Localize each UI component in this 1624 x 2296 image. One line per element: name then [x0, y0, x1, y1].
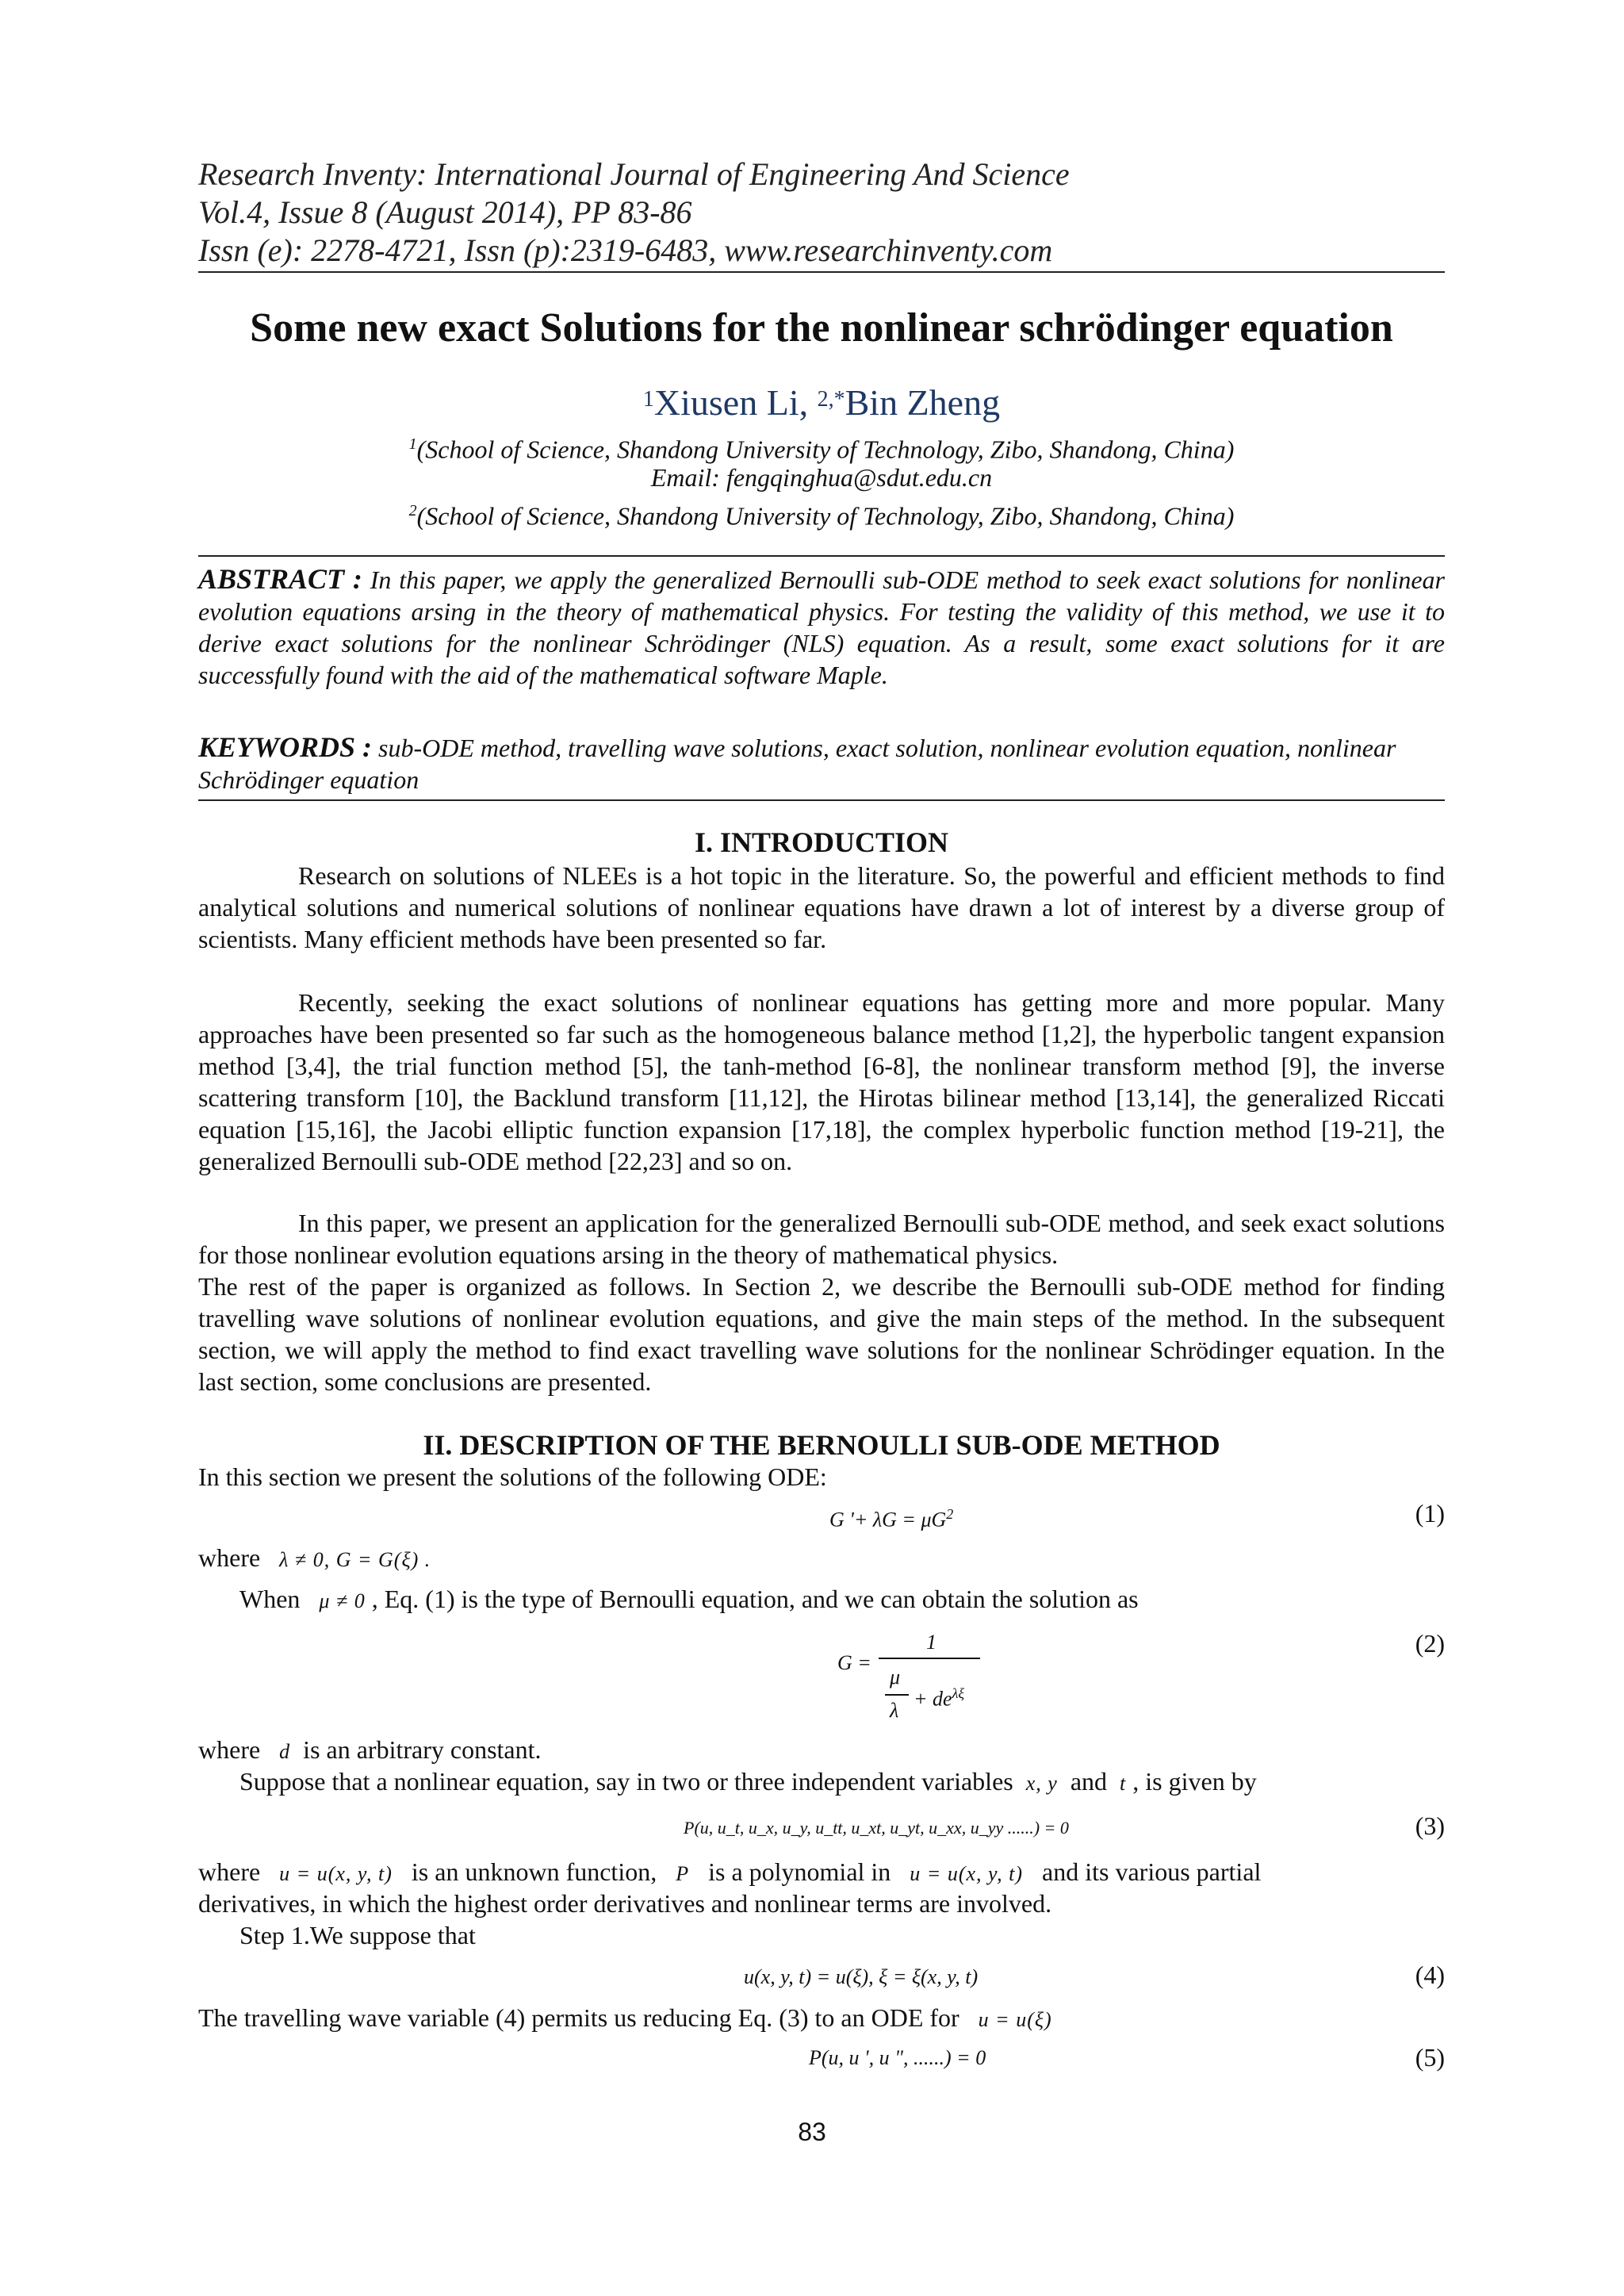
- equation-1: [829, 1502, 953, 1532]
- journal-issn: Issn (e): 2278-4721, Issn (p):2319-6483, www.researchinventy.com: [198, 232, 1053, 268]
- when-line: [239, 1583, 1445, 1617]
- intro-paragraph-1: Research on solutions of NLEEs is a hot topic in the literature. So, the powerful and efficient methods to find analytical solutions and numerical solutions of nonlinear equations have drawn a lot of interest by a diverse group of scientists. Many efficient methods have been presented so far.: [198, 861, 1445, 953]
- affiliation-2-sup: 2: [408, 502, 417, 519]
- section2-heading: II. DESCRIPTION OF THE BERNOULLI SUB-ODE METHOD: [423, 1429, 1220, 1461]
- affiliation-1: [198, 428, 1445, 466]
- suppose-end: , is given by: [1132, 1767, 1257, 1796]
- equation-4-number: (4): [1415, 1961, 1445, 1989]
- equation-2-fraction-bar: [879, 1658, 980, 1659]
- keywords: [198, 731, 1445, 795]
- where-2-text: is an arbitrary constant.: [303, 1735, 542, 1764]
- abstract-text: In this paper, we apply the generalized Bernoulli sub-ODE method to seek exact solutions for nonlinear evolution equations arsing in the theory of mathematical physics. For testing the validity of this method, we use it to derive exact solutions for the nonlinear Schrödinger (NLS) equation. As a result, some exact solutions for it are successfully found with the aid of the mathematical software Maple.: [198, 565, 1446, 689]
- where-3-math-1: u = u(x, y, t): [279, 1862, 393, 1885]
- equation-3: P(u, u_t, u_x, u_y, u_tt, u_xt, u_yt, u_xx, u_yy ......) = 0: [684, 1818, 1069, 1838]
- equation-2-tail: [914, 1681, 964, 1711]
- where-line-2: [198, 1734, 1445, 1768]
- travel-line: [198, 2002, 1445, 2036]
- where-3-text-1: is an unknown function,: [411, 1857, 657, 1886]
- where-3-text-2: is a polynomial in: [708, 1857, 891, 1886]
- keywords-heading: KEYWORDS :: [198, 731, 373, 763]
- where-3-word: where: [198, 1857, 261, 1886]
- paper-title: Some new exact Solutions for the nonlinear schrödinger equation: [250, 305, 1393, 351]
- affiliation-2-text: (School of Science, Shandong University of Technology, Zibo, Shandong, China): [416, 501, 1235, 531]
- when-math: μ ≠ 0: [319, 1589, 366, 1612]
- where-3-text-3: and its various partial: [1042, 1857, 1262, 1886]
- page-number: 83: [798, 2118, 826, 2146]
- section2-intro: In this section we present the solutions of the following ODE:: [198, 1462, 827, 1491]
- where-2-word: where: [198, 1735, 261, 1764]
- where-3-line-2: derivatives, in which the highest order derivatives and nonlinear terms are involved.: [198, 1889, 1052, 1918]
- equation-2-number: (2): [1415, 1629, 1445, 1658]
- travel-text: The travelling wave variable (4) permits us reducing Eq. (3) to an ODE for: [198, 2003, 959, 2032]
- where-line-1: [198, 1542, 1445, 1576]
- equation-5-number: (5): [1415, 2043, 1445, 2072]
- where-1-math: λ ≠ 0, G = G(ξ) .: [279, 1548, 431, 1571]
- suppose-text: Suppose that a nonlinear equation, say in two or three independent variables: [239, 1767, 1013, 1796]
- affiliation-1-sup: 1: [408, 435, 417, 453]
- journal-header: [198, 155, 1435, 270]
- abstract-top-rule: [198, 555, 1445, 557]
- equation-5: P(u, u ', u ", ......) = 0: [809, 2046, 986, 2069]
- affiliation-1-text: (School of Science, Shandong University of Technology, Zibo, Shandong, China): [416, 435, 1235, 464]
- where-2-math: d: [279, 1740, 291, 1763]
- intro-paragraph-4: The rest of the paper is organized as follows. In Section 2, we describe the Bernoulli sub-ODE method for finding travelling wave solutions of nonlinear evolution equations, and give the main steps of the method. In the subsequent section, we will apply the method to find exact travelling wave solutions for the nonlinear Schrödinger equation. In the last section, some conclusions are presented.: [198, 1272, 1445, 1396]
- author2-name: Bin Zheng: [845, 382, 1001, 423]
- author1-name: Xiusen Li,: [653, 382, 818, 423]
- abstract: [198, 563, 1445, 691]
- equation-1-sup: 2: [946, 1506, 954, 1522]
- equation-2-lambda: λ: [890, 1699, 899, 1722]
- journal-volume: Vol.4, Issue 8 (August 2014), PP 83-86: [198, 194, 692, 230]
- intro-paragraph-2: Recently, seeking the exact solutions of nonlinear equations has getting more and more popular. Many approaches have been presented so far such as the homogeneous balance method [1,2], the hyperbolic tangent expansion method [3,4], the trial function method [5], the tanh-method [6-8], the nonlinear transform method [9], the inverse scattering transform [10], the Backlund transform [11,12], the Hirotas bilinear method [13,14], the generalized Riccati equation [15,16], the Jacobi elliptic function expansion [17,18], the complex hyperbolic function method [19-21], the generalized Bernoulli sub-ODE method [22,23] and so on.: [198, 988, 1445, 1175]
- when-text: , Eq. (1) is the type of Bernoulli equation, and we can obtain the solution as: [371, 1585, 1139, 1613]
- keywords-text: sub-ODE method, travelling wave solutions, exact solution, nonlinear evolution equation, nonlinear Schrödinger equation: [198, 734, 1396, 794]
- suppose-math-t: t: [1120, 1772, 1127, 1795]
- where-3-math-2: u = u(x, y, t): [910, 1862, 1024, 1885]
- journal-name: Research Inventy: International Journal of Engineering And Science: [198, 156, 1070, 192]
- equation-2-lhs: G =: [837, 1651, 871, 1674]
- abstract-heading: ABSTRACT :: [198, 563, 362, 595]
- equation-2-mu: μ: [890, 1665, 901, 1688]
- keywords-bottom-rule: [198, 799, 1445, 801]
- where-1-word: where: [198, 1543, 261, 1572]
- affiliation-2: [198, 495, 1445, 532]
- suppose-math-xy: x, y: [1025, 1772, 1058, 1795]
- travel-math: u = u(ξ): [978, 2008, 1052, 2031]
- where-line-3: [198, 1856, 1445, 1890]
- author-list: [198, 379, 1445, 427]
- step1-line: Step 1.We suppose that: [239, 1921, 476, 1949]
- equation-4: u(x, y, t) = u(ξ), ξ = ξ(x, y, t): [744, 1965, 979, 1988]
- equation-3-number: (3): [1415, 1811, 1445, 1840]
- header-rule: [198, 271, 1445, 273]
- equation-2-inner-bar: [885, 1694, 909, 1696]
- suppose-line: [239, 1765, 1445, 1800]
- author1-sup: 1: [642, 387, 654, 412]
- section1-heading: I. INTRODUCTION: [694, 826, 949, 858]
- when-word: When: [239, 1585, 301, 1613]
- equation-1-body: G '+ λG = μG: [829, 1508, 947, 1531]
- intro-paragraph-3: In this paper, we present an application for the generalized Bernoulli sub-ODE method, and seek exact solutions for those nonlinear evolution equations arsing in the theory of mathematical physics.: [198, 1209, 1445, 1269]
- author2-sup: 2,*: [817, 387, 845, 412]
- equation-2-rest: + de: [914, 1687, 952, 1711]
- equation-1-number: (1): [1415, 1499, 1445, 1527]
- equation-2-numerator: 1: [926, 1631, 936, 1654]
- where-3-P: P: [676, 1862, 690, 1885]
- suppose-and: and: [1070, 1767, 1108, 1796]
- author-email: Email: fengqinghua@sdut.edu.cn: [650, 463, 993, 492]
- equation-2-exponent: λξ: [952, 1685, 965, 1701]
